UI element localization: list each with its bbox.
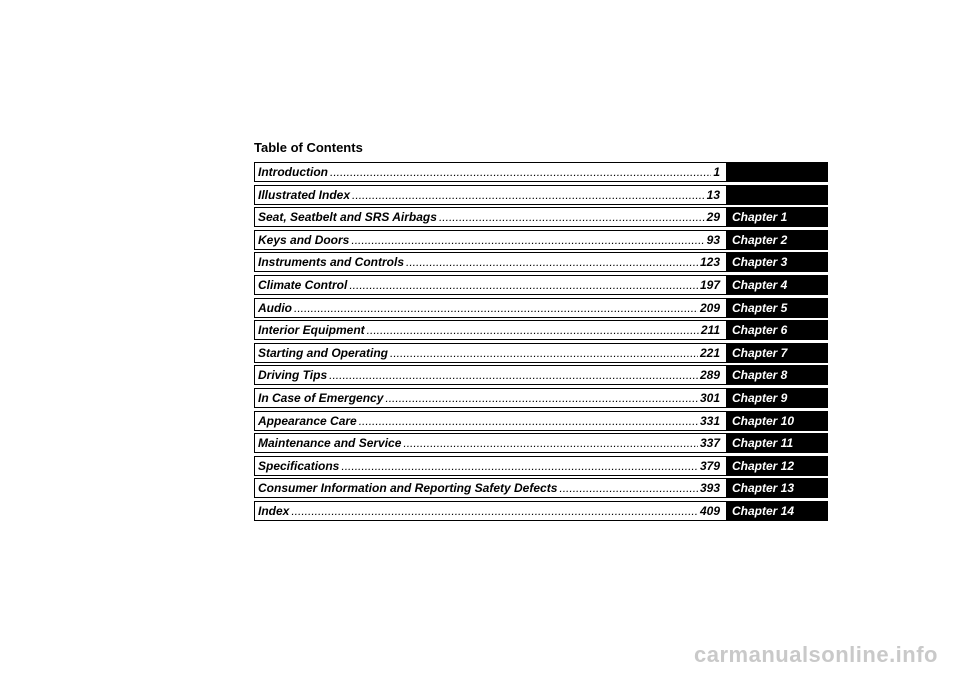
chapter-tab[interactable]: Chapter 13 [726,478,828,498]
toc-entry-title: Consumer Information and Reporting Safety Defects [258,481,558,496]
toc-entry[interactable] [254,275,726,295]
toc-row-consumer-information[interactable] [254,478,828,498]
chapter-tab[interactable]: Chapter 1 [726,207,828,227]
toc-row-keys-and-doors[interactable] [254,230,828,250]
toc-leader-dots [341,459,698,473]
toc-leader-dots [385,391,698,405]
toc-row-in-case-of-emergency[interactable] [254,388,828,408]
chapter-tab[interactable]: Chapter 10 [726,411,828,431]
toc-leader-dots [359,414,698,428]
chapter-tab[interactable]: Chapter 2 [726,230,828,250]
toc-row-driving-tips[interactable] [254,365,828,385]
toc-row-instruments-and-controls[interactable] [254,252,828,272]
chapter-tab[interactable] [726,185,828,205]
toc-entry-page: 211 [700,323,720,338]
toc-entry-page: 289 [699,368,720,383]
toc-row-climate-control[interactable] [254,275,828,295]
toc-entry[interactable] [254,456,726,476]
watermark: carmanualsonline.info [694,642,938,667]
toc-row-specifications[interactable] [254,456,828,476]
toc-row-audio[interactable] [254,298,828,318]
toc-leader-dots [352,188,705,202]
toc-entry[interactable] [254,230,726,250]
toc-entry[interactable] [254,252,726,272]
toc-entry[interactable] [254,320,726,340]
toc-entry-title: Specifications [258,458,340,473]
toc-entry-title: Appearance Care [258,413,357,428]
toc-entry[interactable] [254,411,726,431]
toc-entry-page: 197 [699,277,720,292]
toc-row-starting-and-operating[interactable] [254,343,828,363]
toc-row-index[interactable] [254,501,828,521]
toc-entry-title: Climate Control [258,277,348,292]
toc-entry-page: 393 [699,481,720,496]
toc-entry[interactable] [254,343,726,363]
toc-entry[interactable] [254,388,726,408]
toc-entry-title: Interior Equipment [258,323,365,338]
toc-row-seat-seatbelt-srs[interactable] [254,207,828,227]
toc-entry[interactable] [254,185,726,205]
toc-entry-title: Driving Tips [258,368,328,383]
toc-entry[interactable] [254,501,726,521]
toc-entry[interactable] [254,207,726,227]
toc-row-interior-equipment[interactable] [254,320,828,340]
chapter-tab[interactable]: Chapter 12 [726,456,828,476]
chapter-tab[interactable]: Chapter 7 [726,343,828,363]
toc-entry-page: 301 [699,390,720,405]
chapter-tab[interactable]: Chapter 8 [726,365,828,385]
chapter-tab[interactable]: Chapter 6 [726,320,828,340]
toc-entry-title: Index [258,503,290,518]
toc-entry-title: Seat, Seatbelt and SRS Airbags [258,210,437,225]
toc-entry-page: 379 [699,458,720,473]
toc-entry-page: 221 [699,345,720,360]
toc-entry-title: Maintenance and Service [258,436,402,451]
chapter-tab[interactable]: Chapter 4 [726,275,828,295]
toc-leader-dots [390,346,698,360]
toc-row-appearance-care[interactable] [254,411,828,431]
chapter-tab[interactable]: Chapter 9 [726,388,828,408]
chapter-tab[interactable]: Chapter 3 [726,252,828,272]
toc-entry-title: Keys and Doors [258,232,350,247]
chapter-tab[interactable]: Chapter 11 [726,433,828,453]
toc-list [254,162,828,524]
toc-entry-title: Instruments and Controls [258,255,405,270]
toc-leader-dots [403,436,698,450]
toc-row-introduction[interactable] [254,162,828,182]
toc-entry-page: 209 [699,300,720,315]
toc-leader-dots [349,278,698,292]
toc-leader-dots [439,210,705,224]
toc-entry-title: Illustrated Index [258,187,351,202]
toc-entry-page: 1 [713,165,720,179]
toc-entry[interactable] [254,162,726,182]
toc-entry[interactable] [254,365,726,385]
toc-entry-page: 29 [706,210,720,225]
toc-entry[interactable] [254,478,726,498]
toc-row-illustrated-index[interactable] [254,185,828,205]
toc-leader-dots [367,323,699,337]
toc-row-maintenance-and-service[interactable] [254,433,828,453]
toc-leader-dots [406,255,698,269]
toc-entry-page: 13 [706,187,720,202]
toc-entry-title: Starting and Operating [258,345,389,360]
chapter-tab[interactable]: Chapter 5 [726,298,828,318]
toc-leader-dots [330,165,711,179]
toc-leader-dots [559,481,698,495]
toc-entry-page: 409 [699,503,720,518]
chapter-tab[interactable]: Chapter 14 [726,501,828,521]
toc-entry[interactable] [254,433,726,453]
toc-entry-title: In Case of Emergency [258,390,384,405]
toc-entry[interactable] [254,298,726,318]
toc-entry-page: 93 [706,232,720,247]
toc-entry-title: Audio [258,300,292,315]
page-title: Table of Contents [254,140,363,155]
toc-leader-dots [351,233,704,247]
toc-leader-dots [329,368,698,382]
toc-entry-page: 123 [699,255,720,270]
toc-leader-dots [291,504,698,518]
toc-leader-dots [294,301,698,315]
toc-entry-page: 331 [699,413,720,428]
chapter-tab[interactable] [726,162,828,182]
toc-entry-title: Introduction [258,165,328,179]
toc-entry-page: 337 [699,436,720,451]
